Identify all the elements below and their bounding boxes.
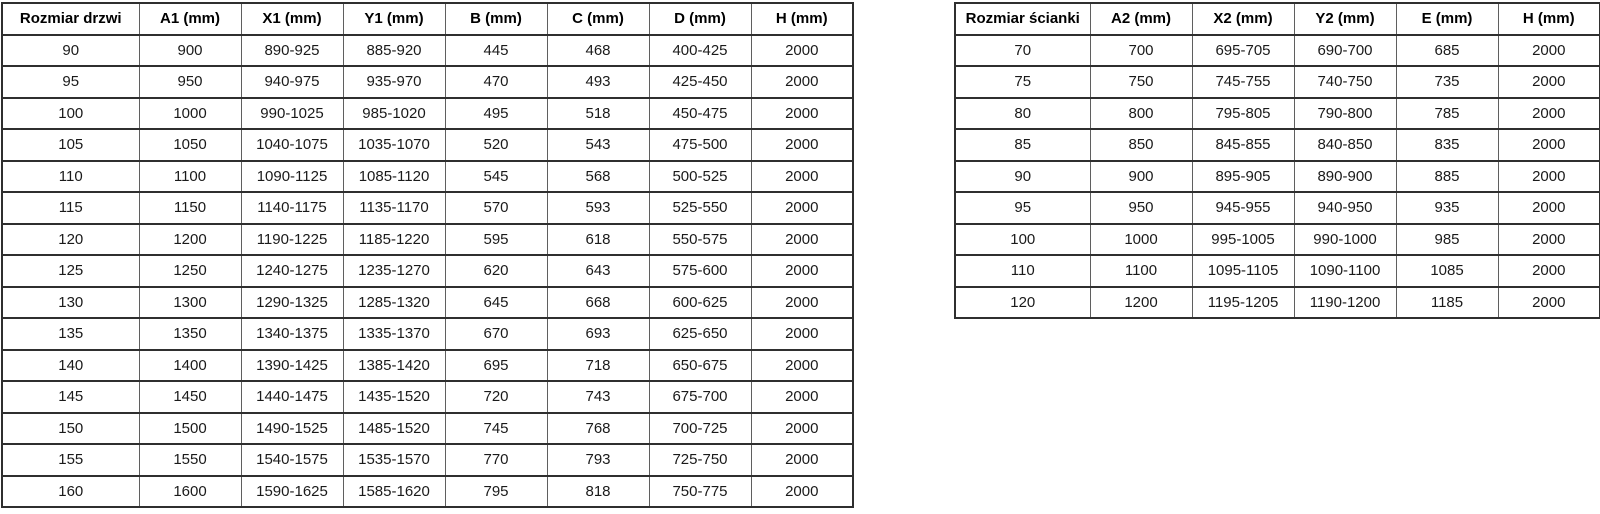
table-cell: 115: [2, 192, 139, 224]
table-cell: 2000: [1498, 255, 1600, 287]
table-cell: 1200: [1090, 287, 1192, 319]
table-row: [2, 318, 853, 350]
header-cell: X2 (mm): [1192, 3, 1294, 35]
table-cell: 940-950: [1294, 192, 1396, 224]
table-cell: 2000: [1498, 161, 1600, 193]
table-cell: 1000: [1090, 224, 1192, 256]
table-row: [2, 255, 853, 287]
table-cell: 2000: [751, 287, 853, 319]
table-cell: 985-1020: [343, 98, 445, 130]
table-cell: 1150: [139, 192, 241, 224]
table-cell: 1440-1475: [241, 381, 343, 413]
table-cell: 1140-1175: [241, 192, 343, 224]
table-row: [955, 224, 1600, 256]
table-cell: 520: [445, 129, 547, 161]
table-cell: 568: [547, 161, 649, 193]
table-cell: 745-755: [1192, 66, 1294, 98]
table-cell: 1385-1420: [343, 350, 445, 382]
table-cell: 1250: [139, 255, 241, 287]
table-cell: 150: [2, 413, 139, 445]
table-cell: 493: [547, 66, 649, 98]
table-cell: 935-970: [343, 66, 445, 98]
table-cell: 645: [445, 287, 547, 319]
table-cell: 1490-1525: [241, 413, 343, 445]
table-cell: 475-500: [649, 129, 751, 161]
table-cell: 2000: [751, 350, 853, 382]
table-cell: 1435-1520: [343, 381, 445, 413]
table-cell: 85: [955, 129, 1090, 161]
table-cell: 2000: [751, 35, 853, 67]
header-cell: A2 (mm): [1090, 3, 1192, 35]
table-cell: 850: [1090, 129, 1192, 161]
table-cell: 1135-1170: [343, 192, 445, 224]
table-cell: 743: [547, 381, 649, 413]
table-cell: 750: [1090, 66, 1192, 98]
header-cell: E (mm): [1396, 3, 1498, 35]
table-cell: 1035-1070: [343, 129, 445, 161]
table-cell: 2000: [751, 66, 853, 98]
table-cell: 2000: [751, 224, 853, 256]
table-row: [955, 255, 1600, 287]
table-cell: 1050: [139, 129, 241, 161]
table-row: [2, 66, 853, 98]
table-row: [2, 129, 853, 161]
table-row: [955, 287, 1600, 319]
table-cell: 2000: [1498, 35, 1600, 67]
table-cell: 895-905: [1192, 161, 1294, 193]
table-cell: 1390-1425: [241, 350, 343, 382]
table-cell: 100: [955, 224, 1090, 256]
table-cell: 1485-1520: [343, 413, 445, 445]
header-cell: H (mm): [751, 3, 853, 35]
table-cell: 1540-1575: [241, 444, 343, 476]
table-cell: 985: [1396, 224, 1498, 256]
table-cell: 795: [445, 476, 547, 508]
table-cell: 135: [2, 318, 139, 350]
table-cell: 495: [445, 98, 547, 130]
table-row: [2, 35, 853, 67]
table-cell: 1335-1370: [343, 318, 445, 350]
table-cell: 2000: [751, 318, 853, 350]
table-cell: 155: [2, 444, 139, 476]
table-cell: 793: [547, 444, 649, 476]
table-cell: 675-700: [649, 381, 751, 413]
table-row: [2, 381, 853, 413]
table-cell: 1200: [139, 224, 241, 256]
table-cell: 990-1025: [241, 98, 343, 130]
table-cell: 900: [1090, 161, 1192, 193]
table-cell: 1400: [139, 350, 241, 382]
header-cell: Rozmiar drzwi: [2, 3, 139, 35]
table-cell: 1000: [139, 98, 241, 130]
table-cell: 2000: [1498, 129, 1600, 161]
door-dimensions-table: [1, 2, 854, 508]
table-row: [2, 476, 853, 508]
table-cell: 1090-1125: [241, 161, 343, 193]
table-cell: 1040-1075: [241, 129, 343, 161]
table-cell: 2000: [751, 476, 853, 508]
table-row: [2, 224, 853, 256]
table-cell: 1085: [1396, 255, 1498, 287]
table-cell: 1350: [139, 318, 241, 350]
table-cell: 700: [1090, 35, 1192, 67]
table-cell: 2000: [751, 413, 853, 445]
table-cell: 600-625: [649, 287, 751, 319]
table-cell: 1300: [139, 287, 241, 319]
table-cell: 160: [2, 476, 139, 508]
table-cell: 1190-1225: [241, 224, 343, 256]
table-cell: 693: [547, 318, 649, 350]
table-cell: 145: [2, 381, 139, 413]
table-cell: 1450: [139, 381, 241, 413]
table-row: [2, 444, 853, 476]
table-cell: 720: [445, 381, 547, 413]
table-cell: 735: [1396, 66, 1498, 98]
table-cell: 690-700: [1294, 35, 1396, 67]
table-cell: 550-575: [649, 224, 751, 256]
table-cell: 1185: [1396, 287, 1498, 319]
table-cell: 2000: [1498, 287, 1600, 319]
table-cell: 890-925: [241, 35, 343, 67]
table-cell: 620: [445, 255, 547, 287]
table-cell: 105: [2, 129, 139, 161]
header-cell: C (mm): [547, 3, 649, 35]
table-cell: 670: [445, 318, 547, 350]
table-cell: 110: [955, 255, 1090, 287]
table-cell: 695: [445, 350, 547, 382]
table-cell: 745: [445, 413, 547, 445]
table-cell: 543: [547, 129, 649, 161]
table-cell: 995-1005: [1192, 224, 1294, 256]
table-cell: 468: [547, 35, 649, 67]
table-cell: 768: [547, 413, 649, 445]
table-cell: 80: [955, 98, 1090, 130]
table-cell: 700-725: [649, 413, 751, 445]
table-cell: 1090-1100: [1294, 255, 1396, 287]
header-cell: Y1 (mm): [343, 3, 445, 35]
header-cell: Rozmiar ścianki: [955, 3, 1090, 35]
table-cell: 70: [955, 35, 1090, 67]
table-cell: 1195-1205: [1192, 287, 1294, 319]
table-row: [955, 129, 1600, 161]
table-cell: 668: [547, 287, 649, 319]
table-cell: 1240-1275: [241, 255, 343, 287]
table-cell: 110: [2, 161, 139, 193]
table-cell: 595: [445, 224, 547, 256]
table-cell: 718: [547, 350, 649, 382]
table-cell: 1535-1570: [343, 444, 445, 476]
table-cell: 685: [1396, 35, 1498, 67]
table-cell: 643: [547, 255, 649, 287]
table-cell: 545: [445, 161, 547, 193]
header-cell: Y2 (mm): [1294, 3, 1396, 35]
table-cell: 140: [2, 350, 139, 382]
header-cell: H (mm): [1498, 3, 1600, 35]
table-cell: 935: [1396, 192, 1498, 224]
wall-dimensions-table: [954, 2, 1600, 319]
header-cell: D (mm): [649, 3, 751, 35]
table-row: [2, 287, 853, 319]
table-cell: 2000: [751, 161, 853, 193]
table-cell: 593: [547, 192, 649, 224]
table-cell: 100: [2, 98, 139, 130]
header-row: [2, 3, 853, 35]
table-row: [2, 98, 853, 130]
table-cell: 650-675: [649, 350, 751, 382]
table-cell: 570: [445, 192, 547, 224]
table-cell: 1095-1105: [1192, 255, 1294, 287]
table-cell: 500-525: [649, 161, 751, 193]
table-cell: 818: [547, 476, 649, 508]
table-cell: 1185-1220: [343, 224, 445, 256]
table-cell: 990-1000: [1294, 224, 1396, 256]
table-cell: 750-775: [649, 476, 751, 508]
table-cell: 945-955: [1192, 192, 1294, 224]
table-cell: 2000: [751, 192, 853, 224]
table-cell: 95: [955, 192, 1090, 224]
table-cell: 470: [445, 66, 547, 98]
table-cell: 835: [1396, 129, 1498, 161]
table-cell: 940-975: [241, 66, 343, 98]
header-cell: X1 (mm): [241, 3, 343, 35]
table-cell: 695-705: [1192, 35, 1294, 67]
table-cell: 2000: [751, 444, 853, 476]
table-cell: 800: [1090, 98, 1192, 130]
table-cell: 1085-1120: [343, 161, 445, 193]
table-row: [955, 161, 1600, 193]
table-cell: 2000: [751, 255, 853, 287]
table-cell: 2000: [1498, 98, 1600, 130]
header-row: [955, 3, 1600, 35]
table-cell: 770: [445, 444, 547, 476]
table-cell: 785: [1396, 98, 1498, 130]
table-cell: 75: [955, 66, 1090, 98]
table-cell: 450-475: [649, 98, 751, 130]
table-cell: 400-425: [649, 35, 751, 67]
table-cell: 2000: [1498, 224, 1600, 256]
table-cell: 845-855: [1192, 129, 1294, 161]
table-cell: 795-805: [1192, 98, 1294, 130]
table-cell: 425-450: [649, 66, 751, 98]
table-cell: 890-900: [1294, 161, 1396, 193]
table-cell: 740-750: [1294, 66, 1396, 98]
table-row: [2, 350, 853, 382]
table-cell: 790-800: [1294, 98, 1396, 130]
table-cell: 1100: [1090, 255, 1192, 287]
header-cell: A1 (mm): [139, 3, 241, 35]
table-cell: 125: [2, 255, 139, 287]
table-cell: 575-600: [649, 255, 751, 287]
table-row: [955, 98, 1600, 130]
table-row: [2, 192, 853, 224]
table-cell: 518: [547, 98, 649, 130]
table-cell: 618: [547, 224, 649, 256]
table-cell: 445: [445, 35, 547, 67]
table-cell: 725-750: [649, 444, 751, 476]
table-cell: 1290-1325: [241, 287, 343, 319]
table-cell: 1190-1200: [1294, 287, 1396, 319]
table-cell: 900: [139, 35, 241, 67]
table-cell: 2000: [751, 98, 853, 130]
table-cell: 840-850: [1294, 129, 1396, 161]
table-cell: 1285-1320: [343, 287, 445, 319]
table-cell: 90: [955, 161, 1090, 193]
table-cell: 1340-1375: [241, 318, 343, 350]
table-cell: 1600: [139, 476, 241, 508]
table-cell: 95: [2, 66, 139, 98]
table-row: [955, 35, 1600, 67]
table-row: [2, 413, 853, 445]
table-cell: 2000: [751, 381, 853, 413]
table-cell: 130: [2, 287, 139, 319]
table-cell: 1500: [139, 413, 241, 445]
table-cell: 120: [2, 224, 139, 256]
table-cell: 2000: [751, 129, 853, 161]
table-cell: 2000: [1498, 66, 1600, 98]
table-cell: 2000: [1498, 192, 1600, 224]
table-cell: 120: [955, 287, 1090, 319]
table-cell: 1585-1620: [343, 476, 445, 508]
table-cell: 950: [1090, 192, 1192, 224]
table-cell: 885-920: [343, 35, 445, 67]
table-cell: 525-550: [649, 192, 751, 224]
table-cell: 90: [2, 35, 139, 67]
table-cell: 625-650: [649, 318, 751, 350]
table-cell: 1550: [139, 444, 241, 476]
header-cell: B (mm): [445, 3, 547, 35]
table-cell: 950: [139, 66, 241, 98]
table-row: [955, 66, 1600, 98]
table-row: [955, 192, 1600, 224]
table-cell: 885: [1396, 161, 1498, 193]
table-cell: 1590-1625: [241, 476, 343, 508]
table-cell: 1235-1270: [343, 255, 445, 287]
table-row: [2, 161, 853, 193]
table-cell: 1100: [139, 161, 241, 193]
